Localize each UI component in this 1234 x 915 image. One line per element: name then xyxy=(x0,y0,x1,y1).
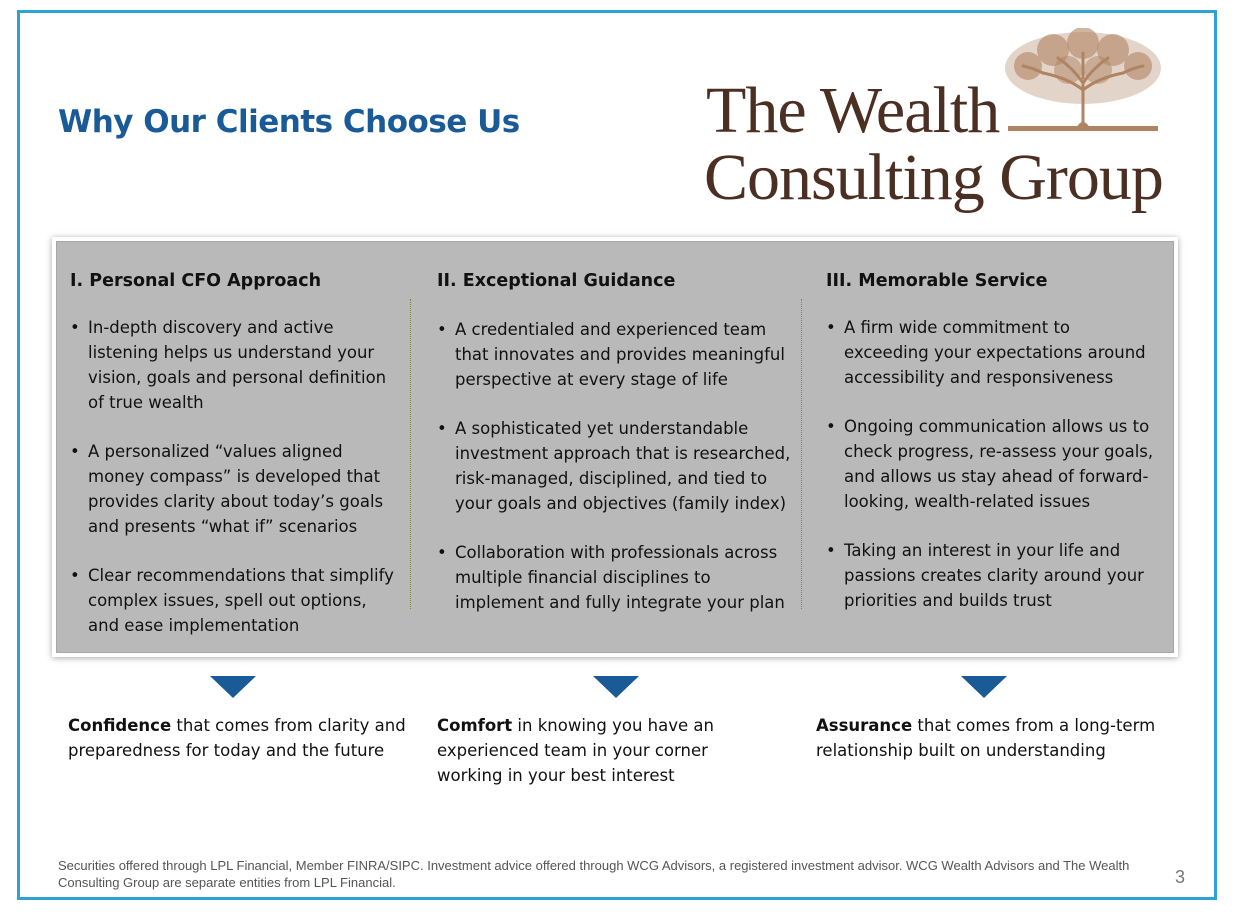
bullet-icon: • xyxy=(826,417,836,436)
bullet-item: • Clear recommendations that simplify complex issues, spell out options, and ease implementation xyxy=(70,563,396,638)
down-arrow-icon xyxy=(961,676,1007,698)
outcome-keyword: Confidence xyxy=(68,716,172,735)
outcome-text-3: Assurance that comes from a long-term relationship built on understanding xyxy=(816,716,1156,760)
tree-logo-icon xyxy=(998,28,1168,138)
bullet-item: • A sophisticated yet understandable investment approach that is researched, risk-managed, disciplined, and tied to your goals and objectives (family index) xyxy=(437,416,793,516)
bullet-item: • Ongoing communication allows us to check progress, re-assess your goals, and allows us stay ahead of forward-looking, wealth-related issues xyxy=(826,414,1156,514)
pillar-heading: III. Memorable Service xyxy=(826,271,1048,291)
bullet-icon: • xyxy=(437,543,447,562)
bullet-icon: • xyxy=(70,318,80,337)
bullet-item: • A personalized “values aligned money compass” is developed that provides clarity about today’s goals and presents “what if” scenarios xyxy=(70,439,396,539)
bullet-icon: • xyxy=(437,320,447,339)
bullet-icon: • xyxy=(437,419,447,438)
bullet-icon: • xyxy=(826,541,836,560)
footer-disclaimer: Securities offered through LPL Financial, Member FINRA/SIPC. Investment advice offered through WCG Advisors, a registered investment advisor. WCG Wealth Advisors and The Wealth Consulting Group are separate entities from LPL Financial. xyxy=(58,858,1130,890)
outcome-text-1: Confidence that comes from clarity and preparedness for today and the future xyxy=(68,716,406,760)
logo-text-line-2: Consulting Group xyxy=(704,141,1163,214)
logo-text-line-1: The Wealth xyxy=(706,74,1000,147)
pillar-column-1 xyxy=(70,271,396,662)
column-divider xyxy=(410,299,411,609)
outcome-keyword: Comfort xyxy=(437,716,513,735)
column-divider xyxy=(801,299,802,609)
down-arrow-icon xyxy=(593,676,639,698)
bullet-item: • In-depth discovery and active listening helps us understand your vision, goals and personal definition of true wealth xyxy=(70,315,396,415)
pillar-heading: I. Personal CFO Approach xyxy=(70,271,322,291)
pillar-heading: II. Exceptional Guidance xyxy=(437,271,676,291)
bullet-item: • Collaboration with professionals across multiple financial disciplines to implement and fully integrate your plan xyxy=(437,540,793,615)
slide-title: Why Our Clients Choose Us xyxy=(58,104,520,140)
bullet-item: • A firm wide commitment to exceeding your expectations around accessibility and responsiveness xyxy=(826,315,1156,390)
bullet-icon: • xyxy=(826,318,836,337)
company-logo xyxy=(700,28,1170,223)
outcome-keyword: Assurance xyxy=(816,716,913,735)
pillars-panel xyxy=(52,237,1178,657)
bullet-icon: • xyxy=(70,442,80,461)
pillar-column-3 xyxy=(826,271,1156,637)
pillar-column-2 xyxy=(437,271,793,639)
down-arrow-icon xyxy=(210,676,256,698)
page-number: 3 xyxy=(1175,867,1186,887)
bullet-icon: • xyxy=(70,566,80,585)
bullet-item: • A credentialed and experienced team that innovates and provides meaningful perspective at every stage of life xyxy=(437,317,793,392)
outcome-text-2: Comfort in knowing you have an experienced team in your corner working in your best interest xyxy=(437,716,714,785)
bullet-item: • Taking an interest in your life and passions creates clarity around your priorities and builds trust xyxy=(826,538,1156,613)
